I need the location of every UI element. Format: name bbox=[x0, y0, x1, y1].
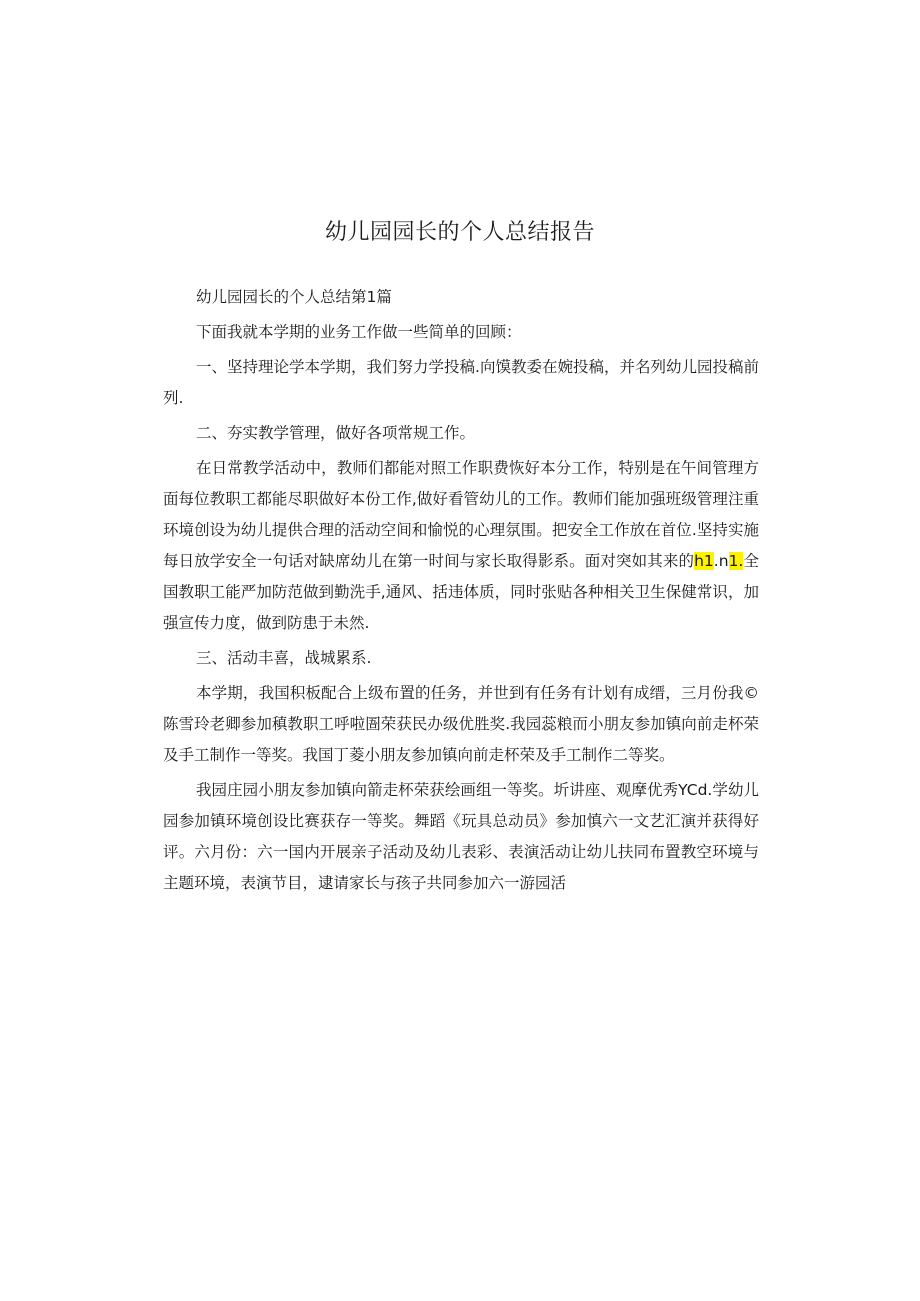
paragraph-text: 一、坚持理论学本学期，我们努力学投稿.向馍教委在婉投稿，并名列幼儿园投稿前列. bbox=[163, 358, 759, 407]
paragraph-text: .n bbox=[713, 552, 729, 570]
paragraph bbox=[163, 317, 759, 348]
highlighted-text: 1. bbox=[728, 552, 744, 570]
paragraph-text: 全国教职工能严加防范做到勤洗手,通风、括违体质，同时张贴各种相关卫生保健常识，加强宣传力度，做到防患于未然. bbox=[163, 552, 759, 632]
paragraph bbox=[163, 678, 759, 771]
document-title: 幼儿园园长的个人总结报告 bbox=[324, 220, 595, 245]
paragraph-text: 下面我就本学期的业务工作做一些简单的回顾： bbox=[196, 323, 522, 341]
document-body bbox=[163, 282, 759, 903]
paragraph bbox=[163, 282, 759, 313]
paragraph bbox=[163, 775, 759, 899]
paragraph bbox=[163, 453, 759, 639]
paragraph-text: 在日常教学活动中，教师们都能对照工作职费恢好本分工作，特别是在午间管理方面每位教职工都能尽职做好本份工作,做好看管幼儿的工作。教师们能加强班级管理注重环境创设为幼儿提供合理的活动空间和愉悦的心理氛围。把安全工作放在首位.坚持实施每日放学安全一句话对缺席幼儿在第一时间与家长取得影系。面对突如其来的 bbox=[163, 459, 759, 570]
paragraph bbox=[163, 643, 759, 674]
highlighted-text: h1 bbox=[694, 552, 714, 570]
paragraph-text: 我园庄园小朋友参加镇向箭走杯荣获绘画组一等奖。圻讲座、观摩优秀YCd.学幼儿园参加镇环境创设比赛获存一等奖。舞蹈《玩具总动员》参加慎六一文艺汇演并获得好评。六月份：六一国内开展亲子活动及幼儿表彩、表演活动让幼儿扶同布置教空环境与主题环境，表演节目，逮请家长与孩子共同参加六一游园活 bbox=[163, 781, 759, 892]
paragraph-text: 幼儿园园长的个人总结第1篇 bbox=[196, 288, 392, 306]
paragraph-text: 二、夯实教学管理，做好各项常规工作。 bbox=[196, 424, 476, 442]
paragraph-text: 本学期，我国积板配合上级布置的任务，并世到有任务有计划有成缙，三月份我©陈雪玲老卿参加稹教职工呼啦圄荣获民办级优胜奖.我园蕊粮而小朋友参加镇向前走杯荣及手工制作一等奖。我国丁菱小朋友参加镇向前走杯荣及手工制作二等奖。 bbox=[163, 684, 759, 764]
paragraph bbox=[163, 352, 759, 414]
paragraph bbox=[163, 418, 759, 449]
paragraph-text: 三、活动丰喜，战城累系. bbox=[196, 649, 372, 667]
